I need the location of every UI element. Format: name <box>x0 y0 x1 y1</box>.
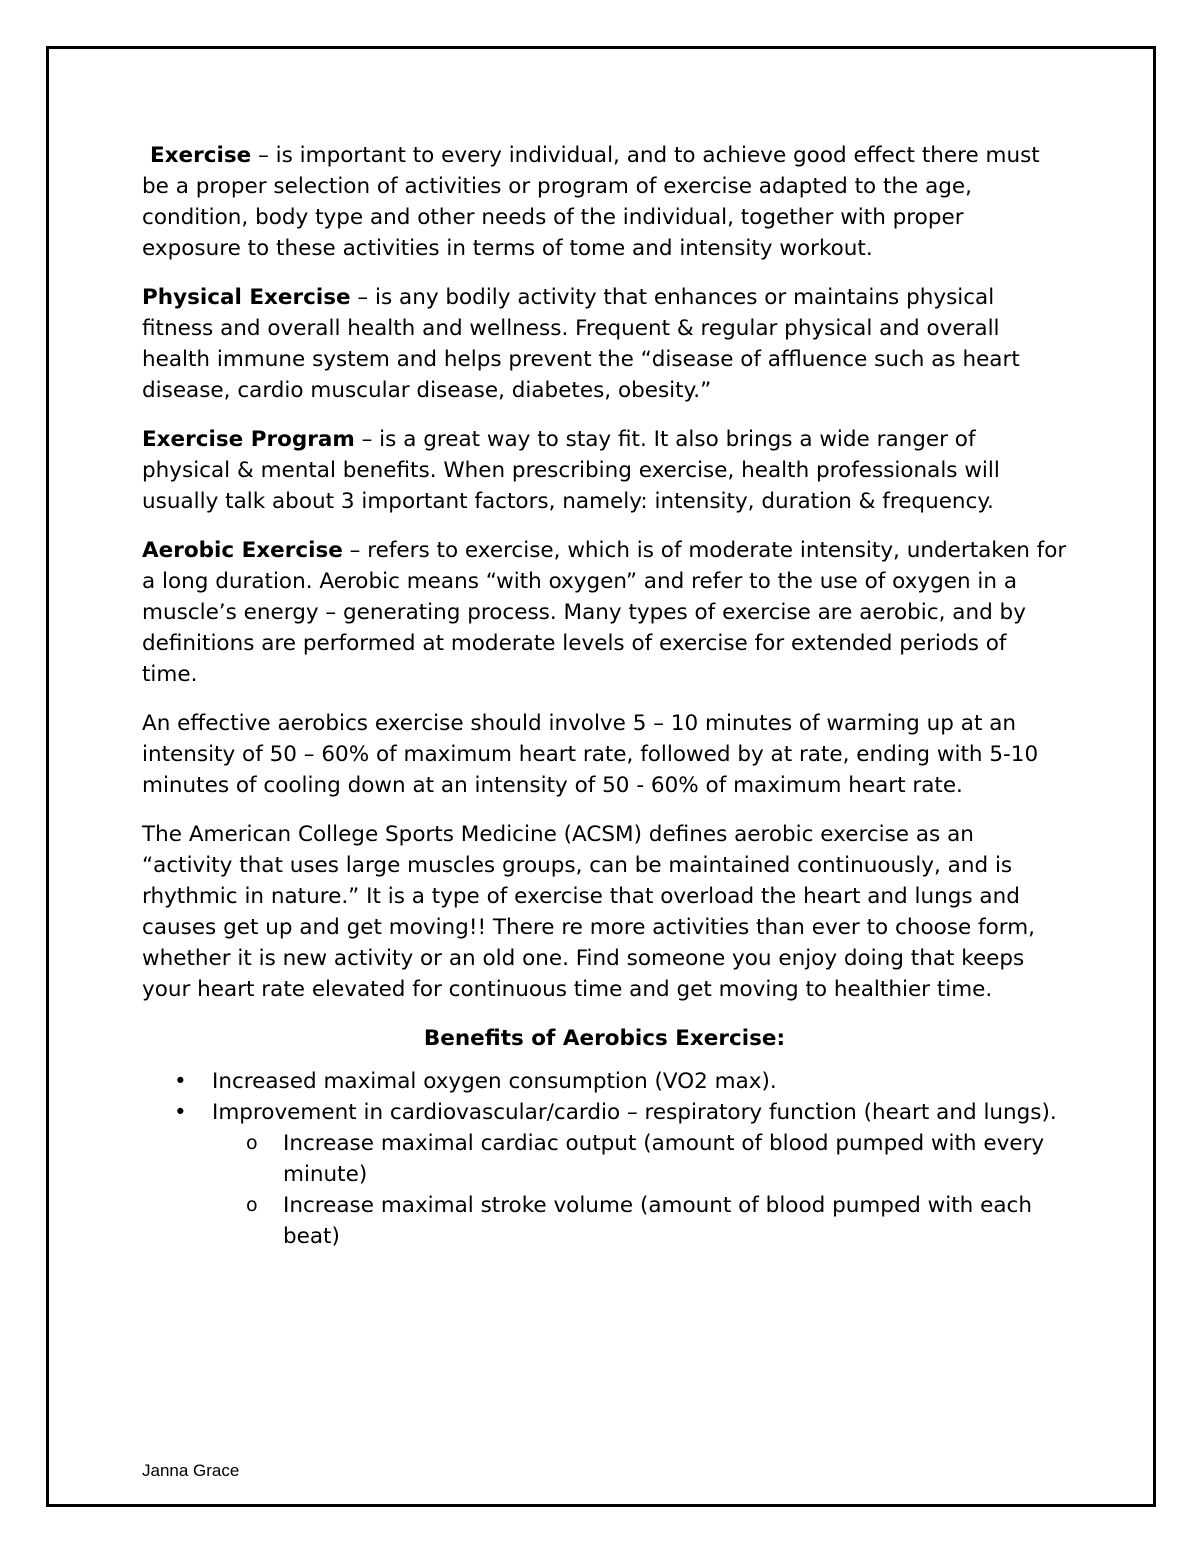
definition-aerobic-exercise: – refers to exercise, which is of moderate intensity, undertaken for a long duration. Aerobic means “with oxygen” and refer to the use of oxygen in a muscle’s energy – generating process. Many types of exercise are aerobic, and by definitions are performed at moderate levels of exercise for extended periods of time. <box>142 538 1067 687</box>
definition-physical-exercise: – is any bodily activity that enhances or maintains physical fitness and overall health and wellness. Frequent & regular physical and overall health immune system and helps prevent the “disease of affluence such as heart disease, cardio muscular disease, diabetes, obesity.” <box>142 285 1020 403</box>
paragraph-exercise <box>142 140 1067 264</box>
paragraph-effective-aerobics-text: An effective aerobics exercise should involve 5 – 10 minutes of warming up at an intensity of 50 – 60% of maximum heart rate, followed by at rate, ending with 5-10 minutes of cooling down at an intensity of 50 - 60% of maximum heart rate. <box>142 711 1039 798</box>
benefits-heading: Benefits of Aerobics Exercise: <box>423 1026 786 1051</box>
list-item-text: Improvement in cardiovascular/cardio – respiratory function (heart and lungs). <box>212 1100 1057 1125</box>
circle-bullet-icon: o <box>246 1194 258 1216</box>
paragraph-acsm <box>142 819 1067 1005</box>
definition-exercise: – is important to every individual, and to achieve good effect there must be a proper selection of activities or program of exercise adapted to the age, condition, body type and other needs of the individual, together with proper exposure to these activities in terms of tome and intensity workout. <box>142 143 1040 261</box>
list-item <box>142 1066 1067 1097</box>
list-item <box>142 1097 1067 1128</box>
paragraph-effective-aerobics <box>142 708 1067 801</box>
term-exercise-program: Exercise Program <box>142 427 355 452</box>
benefits-sub-list <box>142 1128 1067 1252</box>
bullet-icon: • <box>174 1100 187 1125</box>
paragraph-acsm-text: The American College Sports Medicine (ACSM) defines aerobic exercise as an “activity that uses large muscles groups, can be maintained continuously, and is rhythmic in nature.” It is a type of exercise that overload the heart and lungs and causes get up and get moving!! There re more activities than ever to choose form, whether it is new activity or an old one. Find someone you enjoy doing that keeps your heart rate elevated for continuous time and get moving to healthier time. <box>142 822 1035 1002</box>
sub-list-item <box>142 1190 1067 1252</box>
term-physical-exercise: Physical Exercise <box>142 285 351 310</box>
document-body <box>142 140 1067 1252</box>
list-item-text: Increased maximal oxygen consumption (VO2 max). <box>212 1069 777 1094</box>
sub-list-item-text: Increase maximal cardiac output (amount of blood pumped with every minute) <box>283 1131 1045 1187</box>
paragraph-exercise-program <box>142 424 1067 517</box>
term-aerobic-exercise: Aerobic Exercise <box>142 538 343 563</box>
benefits-list <box>142 1066 1067 1128</box>
bullet-icon: • <box>174 1069 187 1094</box>
definition-exercise-program: – is a great way to stay fit. It also brings a wide ranger of physical & mental benefits. When prescribing exercise, health professionals will usually talk about 3 important factors, namely: intensity, duration & frequency. <box>142 427 1000 514</box>
paragraph-aerobic-exercise <box>142 535 1067 690</box>
sub-list-item <box>142 1128 1067 1190</box>
sub-list-item-text: Increase maximal stroke volume (amount of blood pumped with each beat) <box>283 1193 1032 1249</box>
term-exercise: Exercise <box>150 143 252 168</box>
paragraph-physical-exercise <box>142 282 1067 406</box>
circle-bullet-icon: o <box>246 1132 258 1154</box>
footer-author: Janna Grace <box>142 1461 240 1480</box>
